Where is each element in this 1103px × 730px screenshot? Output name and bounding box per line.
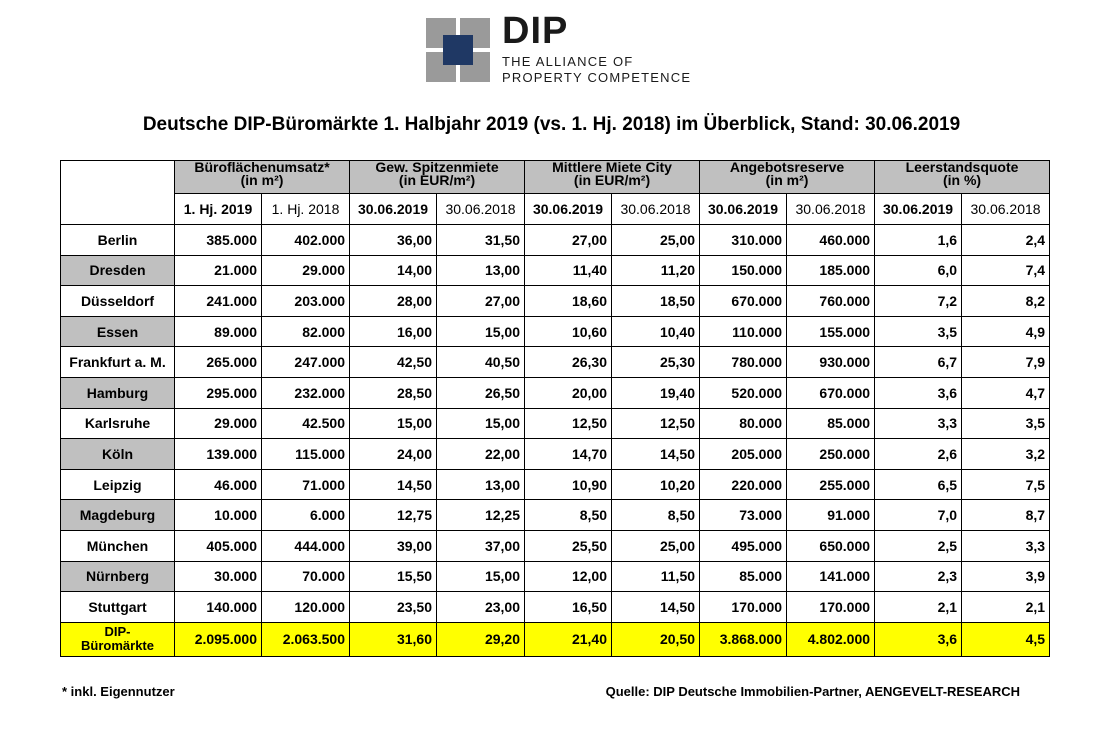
footnote: * inkl. Eigennutzer [62, 684, 175, 699]
value-cell: 8,2 [962, 286, 1050, 317]
value-cell: 8,7 [962, 500, 1050, 531]
value-cell: 14,50 [612, 439, 700, 470]
group-header: Angebotsreserve (in m²) [700, 161, 875, 194]
value-cell: 2,4 [962, 225, 1050, 256]
value-cell: 82.000 [262, 316, 350, 347]
value-cell: 85.000 [787, 408, 875, 439]
table-row [61, 500, 1050, 531]
value-cell: 10,40 [612, 316, 700, 347]
value-cell: 8,50 [525, 500, 612, 531]
city-cell: Stuttgart [61, 592, 175, 623]
value-cell: 185.000 [787, 255, 875, 286]
value-cell: 37,00 [437, 530, 525, 561]
table-row [61, 377, 1050, 408]
value-cell: 405.000 [175, 530, 262, 561]
sub-header: 1. Hj. 2018 [262, 194, 350, 225]
value-cell: 3,3 [962, 530, 1050, 561]
value-cell: 15,00 [437, 408, 525, 439]
value-cell: 6.000 [262, 500, 350, 531]
value-cell: 18,50 [612, 286, 700, 317]
logo-tagline-2: PROPERTY COMPETENCE [502, 70, 692, 85]
value-cell: 7,5 [962, 469, 1050, 500]
value-cell: 241.000 [175, 286, 262, 317]
value-cell: 255.000 [787, 469, 875, 500]
city-cell: München [61, 530, 175, 561]
value-cell: 15,50 [350, 561, 437, 592]
city-cell: Frankfurt a. M. [61, 347, 175, 378]
value-cell: 30.000 [175, 561, 262, 592]
value-cell: 2,5 [875, 530, 962, 561]
value-cell: 42.500 [262, 408, 350, 439]
total-value-cell: 4,5 [962, 622, 1050, 656]
total-value-cell: 2.063.500 [262, 622, 350, 656]
value-cell: 29.000 [262, 255, 350, 286]
value-cell: 22,00 [437, 439, 525, 470]
value-cell: 39,00 [350, 530, 437, 561]
city-cell: Nürnberg [61, 561, 175, 592]
value-cell: 2,3 [875, 561, 962, 592]
value-cell: 203.000 [262, 286, 350, 317]
value-cell: 760.000 [787, 286, 875, 317]
value-cell: 2,6 [875, 439, 962, 470]
city-cell: Hamburg [61, 377, 175, 408]
value-cell: 2,1 [875, 592, 962, 623]
table-row [61, 469, 1050, 500]
value-cell: 28,50 [350, 377, 437, 408]
value-cell: 110.000 [700, 316, 787, 347]
value-cell: 520.000 [700, 377, 787, 408]
value-cell: 26,30 [525, 347, 612, 378]
value-cell: 310.000 [700, 225, 787, 256]
value-cell: 3,5 [875, 316, 962, 347]
group-header-row [61, 161, 1050, 194]
total-value-cell: 4.802.000 [787, 622, 875, 656]
value-cell: 7,9 [962, 347, 1050, 378]
value-cell: 4,9 [962, 316, 1050, 347]
value-cell: 16,00 [350, 316, 437, 347]
value-cell: 19,40 [612, 377, 700, 408]
value-cell: 36,00 [350, 225, 437, 256]
value-cell: 402.000 [262, 225, 350, 256]
value-cell: 11,40 [525, 255, 612, 286]
value-cell: 7,4 [962, 255, 1050, 286]
value-cell: 11,50 [612, 561, 700, 592]
value-cell: 25,00 [612, 225, 700, 256]
value-cell: 23,50 [350, 592, 437, 623]
value-cell: 12,50 [612, 408, 700, 439]
value-cell: 1,6 [875, 225, 962, 256]
corner-cell [61, 161, 175, 225]
city-cell: Karlsruhe [61, 408, 175, 439]
sub-header: 1. Hj. 2019 [175, 194, 262, 225]
total-value-cell: 29,20 [437, 622, 525, 656]
value-cell: 12,75 [350, 500, 437, 531]
value-cell: 14,50 [350, 469, 437, 500]
total-label-cell: DIP- Büromärkte [61, 622, 175, 656]
value-cell: 155.000 [787, 316, 875, 347]
value-cell: 71.000 [262, 469, 350, 500]
value-cell: 8,50 [612, 500, 700, 531]
sub-header: 30.06.2018 [787, 194, 875, 225]
value-cell: 80.000 [700, 408, 787, 439]
value-cell: 170.000 [787, 592, 875, 623]
total-row [61, 622, 1050, 656]
logo-tagline-1: THE ALLIANCE OF [502, 54, 634, 69]
value-cell: 6,5 [875, 469, 962, 500]
value-cell: 670.000 [700, 286, 787, 317]
value-cell: 2,1 [962, 592, 1050, 623]
value-cell: 4,7 [962, 377, 1050, 408]
value-cell: 25,50 [525, 530, 612, 561]
value-cell: 295.000 [175, 377, 262, 408]
value-cell: 6,7 [875, 347, 962, 378]
total-value-cell: 2.095.000 [175, 622, 262, 656]
value-cell: 265.000 [175, 347, 262, 378]
value-cell: 7,0 [875, 500, 962, 531]
value-cell: 11,20 [612, 255, 700, 286]
value-cell: 31,50 [437, 225, 525, 256]
value-cell: 232.000 [262, 377, 350, 408]
value-cell: 15,00 [350, 408, 437, 439]
city-cell: Essen [61, 316, 175, 347]
group-header: Büroflächenumsatz* (in m²) [175, 161, 350, 194]
value-cell: 26,50 [437, 377, 525, 408]
source-note: Quelle: DIP Deutsche Immobilien-Partner, AENGEVELT-RESEARCH [605, 684, 1020, 699]
value-cell: 12,00 [525, 561, 612, 592]
value-cell: 6,0 [875, 255, 962, 286]
value-cell: 141.000 [787, 561, 875, 592]
table-row [61, 286, 1050, 317]
total-value-cell: 20,50 [612, 622, 700, 656]
value-cell: 15,00 [437, 561, 525, 592]
value-cell: 385.000 [175, 225, 262, 256]
value-cell: 25,30 [612, 347, 700, 378]
table-body [61, 225, 1050, 657]
value-cell: 12,50 [525, 408, 612, 439]
value-cell: 24,00 [350, 439, 437, 470]
city-cell: Leipzig [61, 469, 175, 500]
group-header: Gew. Spitzenmiete (in EUR/m²) [350, 161, 525, 194]
value-cell: 21.000 [175, 255, 262, 286]
office-market-table [60, 160, 1050, 657]
table-row [61, 225, 1050, 256]
value-cell: 3,3 [875, 408, 962, 439]
value-cell: 29.000 [175, 408, 262, 439]
sub-header: 30.06.2019 [350, 194, 437, 225]
table-row [61, 347, 1050, 378]
value-cell: 25,00 [612, 530, 700, 561]
sub-header: 30.06.2018 [612, 194, 700, 225]
value-cell: 85.000 [700, 561, 787, 592]
total-value-cell: 21,40 [525, 622, 612, 656]
city-cell: Berlin [61, 225, 175, 256]
value-cell: 18,60 [525, 286, 612, 317]
table-row [61, 530, 1050, 561]
table-row [61, 316, 1050, 347]
logo-wordmark: DIP [502, 10, 569, 52]
value-cell: 205.000 [700, 439, 787, 470]
value-cell: 150.000 [700, 255, 787, 286]
value-cell: 444.000 [262, 530, 350, 561]
value-cell: 495.000 [700, 530, 787, 561]
table-row [61, 592, 1050, 623]
sub-header: 30.06.2019 [875, 194, 962, 225]
value-cell: 3,2 [962, 439, 1050, 470]
value-cell: 3,9 [962, 561, 1050, 592]
value-cell: 170.000 [700, 592, 787, 623]
value-cell: 220.000 [700, 469, 787, 500]
sub-header-row [61, 194, 1050, 225]
value-cell: 28,00 [350, 286, 437, 317]
value-cell: 12,25 [437, 500, 525, 531]
value-cell: 10,60 [525, 316, 612, 347]
value-cell: 650.000 [787, 530, 875, 561]
value-cell: 23,00 [437, 592, 525, 623]
total-value-cell: 3.868.000 [700, 622, 787, 656]
total-value-cell: 31,60 [350, 622, 437, 656]
value-cell: 73.000 [700, 500, 787, 531]
value-cell: 780.000 [700, 347, 787, 378]
value-cell: 139.000 [175, 439, 262, 470]
value-cell: 140.000 [175, 592, 262, 623]
table-row [61, 255, 1050, 286]
value-cell: 89.000 [175, 316, 262, 347]
sub-header: 30.06.2019 [700, 194, 787, 225]
value-cell: 120.000 [262, 592, 350, 623]
value-cell: 10,90 [525, 469, 612, 500]
sub-header: 30.06.2018 [962, 194, 1050, 225]
value-cell: 91.000 [787, 500, 875, 531]
city-cell: Düsseldorf [61, 286, 175, 317]
value-cell: 15,00 [437, 316, 525, 347]
value-cell: 247.000 [262, 347, 350, 378]
value-cell: 7,2 [875, 286, 962, 317]
table-row [61, 408, 1050, 439]
value-cell: 13,00 [437, 255, 525, 286]
dip-logo-mark-icon [426, 18, 490, 82]
value-cell: 250.000 [787, 439, 875, 470]
value-cell: 14,70 [525, 439, 612, 470]
value-cell: 3,6 [875, 377, 962, 408]
sub-header: 30.06.2019 [525, 194, 612, 225]
value-cell: 46.000 [175, 469, 262, 500]
total-value-cell: 3,6 [875, 622, 962, 656]
table-row [61, 439, 1050, 470]
value-cell: 27,00 [525, 225, 612, 256]
value-cell: 42,50 [350, 347, 437, 378]
value-cell: 10,20 [612, 469, 700, 500]
group-header: Leerstandsquote (in %) [875, 161, 1050, 194]
value-cell: 14,00 [350, 255, 437, 286]
city-cell: Köln [61, 439, 175, 470]
value-cell: 70.000 [262, 561, 350, 592]
page-title: Deutsche DIP-Büromärkte 1. Halbjahr 2019 (vs. 1. Hj. 2018) im Überblick, Stand: 30.06.2019 [142, 114, 961, 135]
group-header: Mittlere Miete City (in EUR/m²) [525, 161, 700, 194]
value-cell: 115.000 [262, 439, 350, 470]
value-cell: 930.000 [787, 347, 875, 378]
table-row [61, 561, 1050, 592]
city-cell: Dresden [61, 255, 175, 286]
value-cell: 14,50 [612, 592, 700, 623]
value-cell: 13,00 [437, 469, 525, 500]
dip-logo [426, 10, 696, 88]
city-cell: Magdeburg [61, 500, 175, 531]
value-cell: 27,00 [437, 286, 525, 317]
sub-header: 30.06.2018 [437, 194, 525, 225]
value-cell: 40,50 [437, 347, 525, 378]
value-cell: 3,5 [962, 408, 1050, 439]
value-cell: 460.000 [787, 225, 875, 256]
value-cell: 20,00 [525, 377, 612, 408]
value-cell: 670.000 [787, 377, 875, 408]
value-cell: 10.000 [175, 500, 262, 531]
value-cell: 16,50 [525, 592, 612, 623]
